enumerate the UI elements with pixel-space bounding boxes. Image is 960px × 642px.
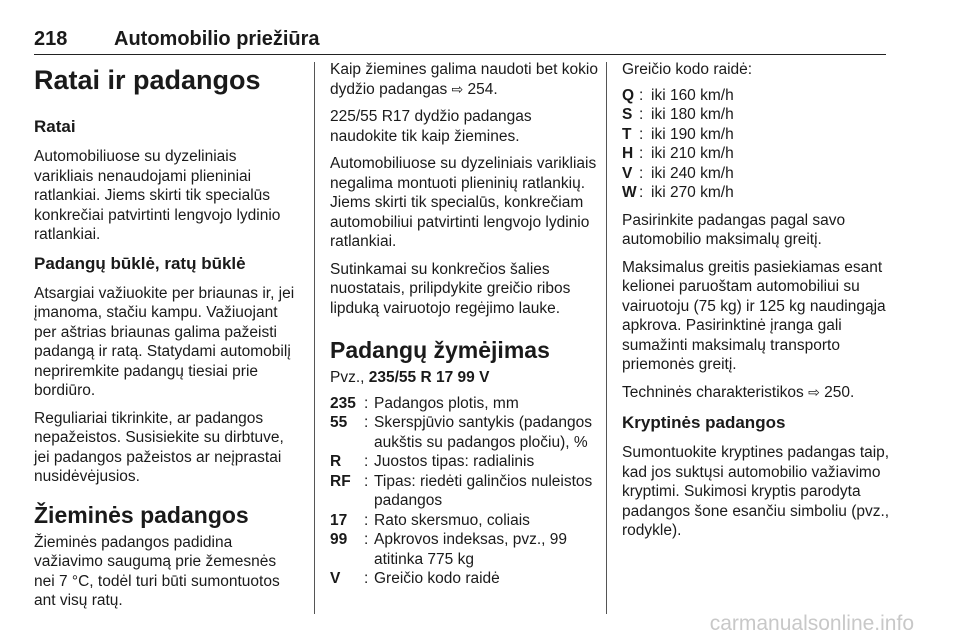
row-text: Juostos tipas: radialinis xyxy=(374,453,535,470)
row-key: S xyxy=(622,106,633,123)
page-number: 218 xyxy=(34,28,68,50)
col3-paragraph-1: Pasirinkite padangas pagal savo automobilio maksimalų greitį. xyxy=(622,211,846,248)
row-text: iki 190 km/h xyxy=(651,125,734,143)
col2-paragraph-2: 225/55 R17 dydžio padangas naudokite tik kaip žiemines. xyxy=(330,108,532,145)
row-key: 235 xyxy=(330,394,356,412)
row-key: RF xyxy=(330,472,351,490)
row-key: H xyxy=(622,145,634,162)
bukle-heading: Padangų būklė, ratų būklė xyxy=(34,253,246,273)
chapter-title: Automobilio priežiūra xyxy=(114,28,320,50)
page-header xyxy=(34,6,886,52)
speed-row xyxy=(622,144,890,164)
row-text: Padangos plotis, mm xyxy=(374,394,519,412)
col2-paragraph-1 xyxy=(330,60,600,99)
definition-row xyxy=(330,569,600,589)
definition-row xyxy=(330,530,600,569)
row-text: iki 160 km/h xyxy=(651,86,734,104)
example-code: 235/55 R 17 99 V xyxy=(368,369,490,386)
example-prefix: Pvz., xyxy=(330,369,369,386)
speed-row xyxy=(622,105,890,125)
row-key: V xyxy=(330,570,341,587)
definition-row xyxy=(330,511,600,531)
definition-row xyxy=(330,394,600,414)
col3-paragraph-2: Maksimalus greitis pasiekiamas esant kelionei paruoštam automobiliui su vairuotoju (75 kg) ir 125 kg naudingąja apkrova. Pasirinktinė įranga gali sumažinti maksimalų transporto priemonės greitį. xyxy=(622,258,886,373)
row-colon: : xyxy=(639,184,644,201)
text-segment: Kaip žiemines galima naudoti bet kokio dydžio padangas xyxy=(330,61,598,98)
col3-paragraph-3 xyxy=(622,383,890,403)
column-3 xyxy=(622,60,890,549)
page-reference: 250. xyxy=(819,383,855,401)
definition-row xyxy=(330,452,600,472)
kryptines-heading: Kryptinės padangos xyxy=(622,413,786,432)
row-key: 55 xyxy=(330,414,348,431)
speed-row xyxy=(622,86,890,106)
row-colon: : xyxy=(364,511,369,529)
row-key: W xyxy=(622,184,637,201)
ratai-text: Automobiliuose su dyzeliniais varikliais nenaudojami plieniniai ratlankiai. Jiems skirti tik specialūs konkrečiai patvirtinti lengvojo lydinio ratlankiai. xyxy=(34,148,281,243)
row-text: iki 240 km/h xyxy=(651,164,734,182)
row-text: iki 210 km/h xyxy=(651,145,734,162)
col2-paragraph-3: Automobiliuose su dyzeliniais varikliais negalima montuoti plieninių ratlankių. Jiems skirti tik specialūs, konkrečiam automobiliui patvirtinti lengvojo lydinio ratlankiai. xyxy=(330,155,597,250)
speed-row xyxy=(622,183,890,203)
example-line xyxy=(330,368,600,388)
speed-code-list xyxy=(622,86,890,203)
row-key: 99 xyxy=(330,531,348,548)
row-colon: : xyxy=(364,414,369,431)
column-divider-1 xyxy=(314,62,315,614)
row-key: V xyxy=(622,164,633,182)
row-colon: : xyxy=(639,125,644,143)
watermark: carmanualsonline.info xyxy=(709,612,914,635)
column-2 xyxy=(330,60,600,597)
row-key: Q xyxy=(622,86,635,104)
row-key: 17 xyxy=(330,511,348,529)
marking-definition-list xyxy=(330,394,600,589)
kryptines-text: Sumontuokite kryptines padangas taip, kad jos suktųsi automobilio važiavimo kryptimi. Sukimosi kryptis parodyta padangos šone esančiu simboliu (pvz., rodykle). xyxy=(622,444,890,539)
speed-row xyxy=(622,164,890,184)
column-1 xyxy=(34,60,296,619)
row-colon: : xyxy=(364,531,369,548)
row-colon: : xyxy=(364,394,369,412)
col2-paragraph-4: Sutinkamai su konkrečios šalies nuostatais, prilipdykite greičio ribos lipduką vairuotojo regėjimo lauke. xyxy=(330,260,571,317)
bukle-text-1: Atsargiai važiuokite per briaunas ir, jei įmanoma, stačiu kampu. Važiuojant per aštrias briaunas galima pažeisti padangą ir ratą. Statydami automobilį nepriremkite padangų tiesiai prie bordiūro. xyxy=(34,284,295,399)
row-colon: : xyxy=(639,145,644,162)
row-colon: : xyxy=(639,106,644,123)
row-text: Skerspjūvio santykis (padangos aukštis su padangos pločiu), % xyxy=(374,414,592,451)
row-text: Apkrovos indeksas, pvz., 99 atitinka 775 kg xyxy=(374,531,567,568)
row-key: T xyxy=(622,125,632,143)
reference-arrow-icon: ⇨ xyxy=(808,383,820,400)
ziemines-text: Žieminės padangos padidina važiavimo saugumą prie žemesnės nei 7 °C, todėl turi būti sumontuotos ant visų ratų. xyxy=(34,533,280,609)
row-colon: : xyxy=(639,164,644,182)
row-text: Tipas: riedėti galinčios nuleistos padangos xyxy=(374,472,593,509)
bukle-text-2: Reguliariai tikrinkite, ar padangos nepažeistos. Susisiekite su dirbtuve, jei padangos pažeistos ar neįprastai nusidėvėjusios. xyxy=(34,409,284,485)
column-divider-2 xyxy=(606,62,607,614)
speed-row xyxy=(622,125,890,145)
zymejimas-heading: Padangų žymėjimas xyxy=(330,337,550,363)
ziemines-heading: Žieminės padangos xyxy=(34,501,249,528)
reference-arrow-icon: ⇨ xyxy=(451,80,464,97)
row-colon: : xyxy=(364,472,369,490)
row-text: iki 270 km/h xyxy=(651,184,734,201)
speed-intro: Greičio kodo raidė: xyxy=(622,61,753,78)
page-reference: 254. xyxy=(463,80,498,98)
row-text: Greičio kodo raidė xyxy=(374,570,500,587)
row-colon: : xyxy=(364,453,369,470)
row-text: Rato skersmuo, coliais xyxy=(374,511,530,529)
ratai-heading: Ratai xyxy=(34,117,76,136)
section-title: Ratai ir padangos xyxy=(34,65,261,95)
definition-row xyxy=(330,413,600,452)
definition-row xyxy=(330,472,600,511)
row-key: R xyxy=(330,453,342,470)
row-colon: : xyxy=(364,570,369,587)
row-text: iki 180 km/h xyxy=(651,106,734,123)
row-colon: : xyxy=(639,86,644,104)
text-segment: Techninės charakteristikos xyxy=(622,383,809,401)
header-rule xyxy=(34,54,886,55)
